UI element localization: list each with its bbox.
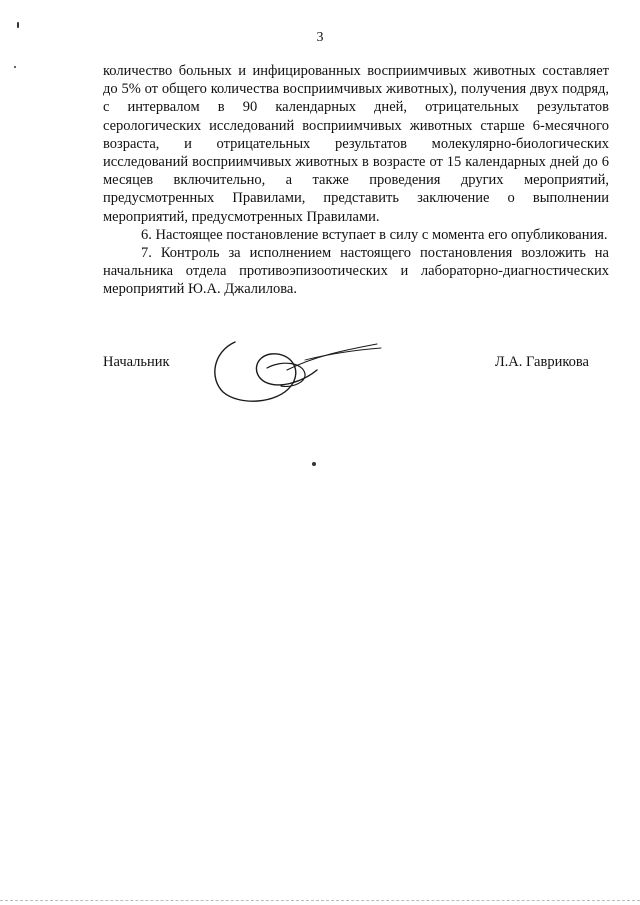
page-number: 3 [316, 30, 324, 45]
scan-edge-line [0, 900, 640, 902]
signatory-name: Л.А. Гаврикова [494, 354, 589, 370]
signature-block [103, 354, 609, 378]
paragraph-item-6: 6. Настоящее постановление вступает в силу с момента его опубликования. [141, 226, 608, 243]
scan-speck [14, 66, 16, 68]
scan-speck [17, 22, 19, 28]
paragraph-continuation: количество больных и инфицированных восприимчивых животных составляет до 5% от общего количества восприимчивых животных), получения двух подряд, с интервалом в 90 календарных дней, отрицательных результатов серологических исследований восприимчивых животных старше 6-месячного возраста, и отрицательных результатов молекулярно-биологических исследований восприимчивых животных в возрасте от 15 календарных дней до 6 месяцев включительно, а также проведения других мероприятий, предусмотренных Правилами, представить заключение о выполнении мероприятий, предусмотренных Правилами. [103, 63, 609, 225]
document-body [103, 62, 609, 299]
paragraph-item-7: 7. Контроль за исполнением настоящего постановления возложить на начальника отдела противоэпизоотических и лабораторно-диагностических мероприятий Ю.А. Джалилова. [103, 245, 609, 298]
scan-speck [312, 462, 316, 466]
signatory-title: Начальник [103, 354, 170, 370]
